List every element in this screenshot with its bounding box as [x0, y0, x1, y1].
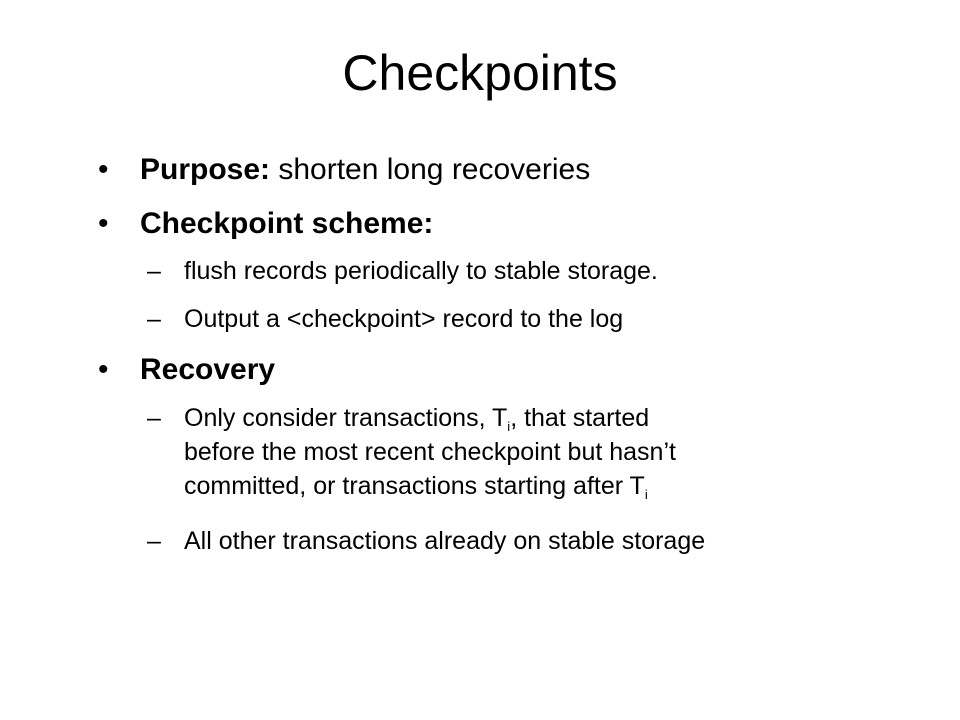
- dash-marker: –: [147, 257, 161, 285]
- purpose-text: shorten long recoveries: [270, 153, 591, 186]
- recovery-line2: before the most recent checkpoint but hasn’t: [184, 438, 676, 466]
- recovery-item-text: All other transactions already on stable storage: [184, 527, 706, 555]
- dash-marker: –: [147, 404, 161, 432]
- purpose-label: Purpose:: [140, 153, 271, 186]
- bullet-purpose-text: [140, 152, 590, 188]
- checkpoint-scheme-label: Checkpoint scheme:: [140, 207, 434, 240]
- scheme-item-text: Output a <checkpoint> record to the log: [184, 305, 624, 333]
- scheme-item-text: flush records periodically to stable storage.: [184, 257, 658, 285]
- dash-marker: –: [147, 305, 161, 333]
- subscript-i: i: [644, 487, 648, 502]
- recovery-line1-post: , that started: [510, 404, 650, 432]
- subscript-i: i: [507, 419, 511, 434]
- slide-title: Checkpoints: [342, 45, 618, 101]
- bullet-marker: •: [98, 153, 109, 186]
- recovery-item-text: [184, 401, 676, 503]
- bullet-marker: •: [98, 207, 109, 240]
- bullet-marker: •: [98, 353, 109, 386]
- recovery-line1-pre: Only consider transactions, T: [184, 404, 508, 432]
- recovery-line1: [184, 404, 649, 432]
- recovery-line3: [184, 472, 648, 500]
- recovery-line3-pre: committed, or transactions starting after T: [184, 472, 645, 500]
- dash-marker: –: [147, 527, 161, 555]
- recovery-label: Recovery: [140, 353, 276, 386]
